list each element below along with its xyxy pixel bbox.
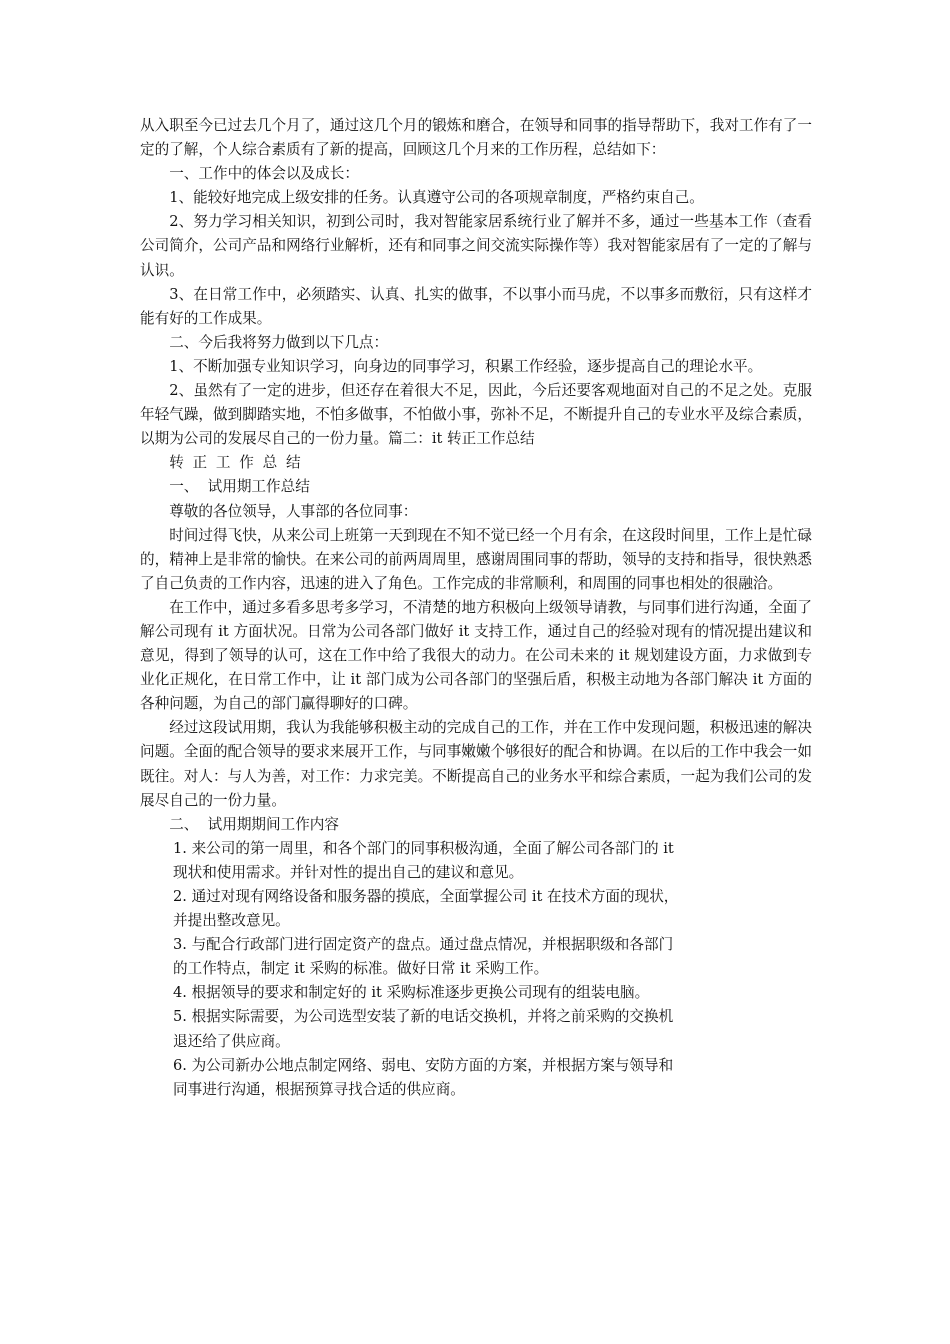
document-page: [140, 114, 812, 1102]
paragraph-1-1: 1、能较好地完成上级安排的任务。认真遵守公司的各项规章制度，严格约束自己。: [169, 189, 704, 207]
paragraph-2-1: 1、不断加强专业知识学习，向身边的同事学习，积累工作经验，逐步提高自己的理论水平。: [169, 357, 763, 375]
section-heading-1: 一、工作中的体会以及成长：: [169, 165, 359, 183]
paragraph-2-2: 2、虽然有了一定的进步，但还存在着很大不足，因此，今后还要客观地面对自己的不足之处。克服年轻气躁，做到脚踏实地，不怕多做事，不怕做小事，弥补不足，不断提升自己的专业水平及综合素质，以期为公司的发展尽自己的一份力量。篇二：it 转正工作总结: [140, 382, 812, 448]
section-heading-2: 二、今后我将努力做到以下几点：: [169, 333, 389, 351]
paragraph-1-2: 2、努力学习相关知识，初到公司时，我对智能家居系统行业了解并不多，通过一些基本工作（查看公司简介，公司产品和网络行业解析，还有和同事之间交流实际操作等）我对智能家居有了一定的了解与认识。: [140, 213, 812, 279]
section-heading-4: 二、 试用期期间工作内容: [169, 815, 339, 833]
list-item: 3. 与配合行政部门进行固定资产的盘点。通过盘点情况，并根据职级和各部门 的工作特点，制定 it 采购的标准。做好日常 it 采购工作。: [173, 936, 674, 978]
list-item: 4. 根据领导的要求和制定好的 it 采购标准逐步更换公司现有的组装电脑。: [173, 984, 650, 1002]
list-item: 2. 通过对现有网络设备和服务器的摸底，全面掌握公司 it 在技术方面的现状， 并提出整改意见。: [173, 888, 679, 930]
intro-paragraph: 从入职至今已过去几个月了，通过这几个月的锻炼和磨合，在领导和同事的指导帮助下，我对工作有了一定的了解，个人综合素质有了新的提高，回顾这几个月来的工作历程，总结如下：: [140, 117, 812, 159]
paragraph-1-3: 3、在日常工作中，必须踏实、认真、扎实的做事，不以事小而马虎，不以事多而敷衍，只有这样才能有好的工作成果。: [140, 285, 812, 327]
article-title: 转正工作总结: [169, 454, 310, 472]
list-item: 1. 来公司的第一周里，和各个部门的同事积极沟通，全面了解公司各部门的 it 现状和使用需求。并针对性的提出自己的建议和意见。: [173, 839, 674, 881]
paragraph-3-2: 在工作中，通过多看多思考多学习，不清楚的地方积极向上级领导请教，与同事们进行沟通，全面了解公司现有 it 方面状况。日常为公司各部门做好 it 支持工作，通过自己的经验对现有的情况提出建议和意见，得到了领导的认可，这在工作中给了我很大的动力。在公司未来的 it 规划建设方面，力求做到专业化正规化，在日常工作中，让 it 部门成为公司各部门的坚强后盾，积极主动地为各部门解决 it 方面的各种问题，为自己的部门赢得聊好的口碑。: [140, 598, 812, 713]
section-heading-3: 一、 试用期工作总结: [169, 478, 310, 496]
list-item: 5. 根据实际需要，为公司选型安装了新的电话交换机，并将之前采购的交换机 退还给了供应商。: [173, 1008, 674, 1050]
list-item: 6. 为公司新办公地点制定网络、弱电、安防方面的方案，并根据方案与领导和 同事进行沟通，根据预算寻找合适的供应商。: [173, 1056, 674, 1098]
paragraph-3-1: 时间过得飞快，从来公司上班第一天到现在不知不觉已经一个月有余，在这段时间里，工作上是忙碌的，精神上是非常的愉快。在来公司的前两周周里，感谢周围同事的帮助，领导的支持和指导，很快熟悉了自己负责的工作内容，迅速的进入了角色。工作完成的非常顺利，和周围的同事也相处的很融洽。: [140, 526, 812, 592]
salutation: 尊敬的各位领导，人事部的各位同事：: [169, 502, 418, 520]
paragraph-3-3: 经过这段试用期，我认为我能够积极主动的完成自己的工作，并在工作中发现问题，积极迅速的解决问题。全面的配合领导的要求来展开工作，与同事嫩嫩个够很好的配合和协调。在以后的工作中我会一如既往。对人：与人为善，对工作：力求完美。不断提高自己的业务水平和综合素质，一起为我们公司的发展尽自己的一份力量。: [140, 719, 812, 809]
